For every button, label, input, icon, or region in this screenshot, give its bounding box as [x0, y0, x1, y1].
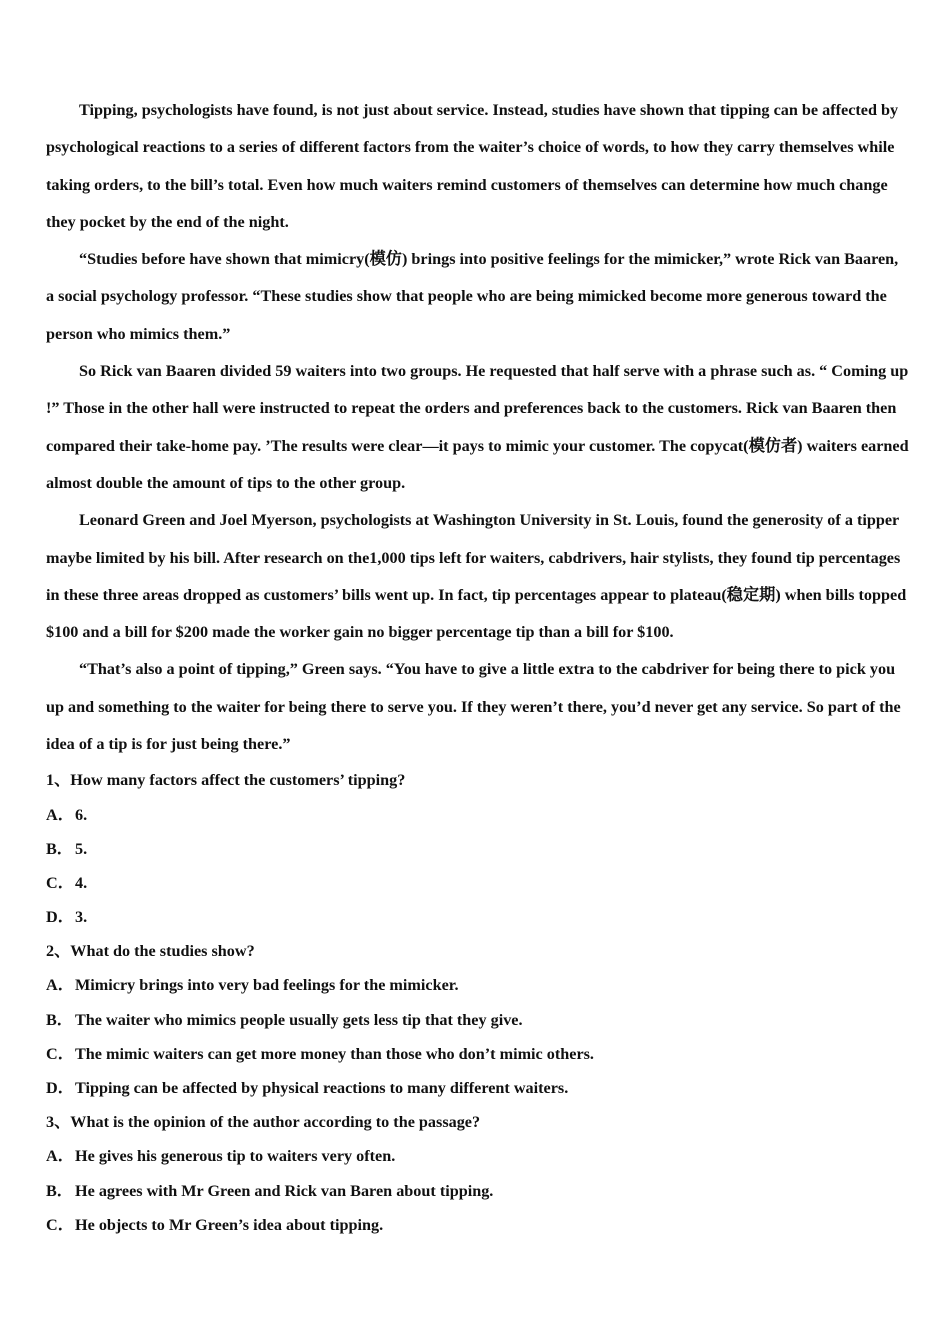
- option-letter: A．: [46, 1147, 74, 1166]
- option-letter: B．: [46, 839, 73, 858]
- option-text: 6.: [75, 805, 88, 824]
- option-text: Tipping can be affected by physical reactions to many different waiters.: [75, 1079, 569, 1098]
- option-text: 3.: [75, 908, 88, 927]
- option-letter: B．: [46, 1181, 73, 1200]
- question-3: [46, 1105, 910, 1242]
- option-text: He gives his generous tip to waiters very often.: [75, 1147, 396, 1166]
- passage-paragraph: Leonard Green and Joel Myerson, psychologists at Washington University in St. Louis, found the generosity of a tipper maybe limited by his bill. After research on the1,000 tips left for waiters, cabdrivers, hair stylists, they found tip percentages in these three areas dropped as customers’ bills went up. In fact, tip percentages appear to plateau(稳定期) when bills topped $100 and a bill for $200 made the worker gain no bigger percentage tip than a bill for $100.: [46, 511, 907, 642]
- option-text: He objects to Mr Green’s idea about tipping.: [75, 1215, 384, 1234]
- question-2: [46, 934, 910, 1105]
- option-letter: A．: [46, 805, 74, 824]
- passage-paragraph: So Rick van Baaren divided 59 waiters into two groups. He requested that half serve with a phrase such as. “ Coming up !” Those in the other hall were instructed to repeat the orders and preferences back to the customers. Rick van Baaren then compared their take-home pay. ’The results were clear—it pays to mimic your customer. The copycat(模仿者) waiters earned almost double the amount of tips to the other group.: [46, 362, 909, 492]
- option-text: The waiter who mimics people usually gets less tip that they give.: [75, 1010, 523, 1029]
- option-text: The mimic waiters can get more money than those who don’t mimic others.: [75, 1044, 594, 1063]
- option-text: 5.: [75, 839, 88, 858]
- answer-option: [46, 1174, 910, 1208]
- question-stem: 3、What is the opinion of the author according to the passage?: [46, 1113, 481, 1132]
- option-text: 4.: [75, 873, 88, 892]
- option-letter: C．: [46, 873, 74, 892]
- option-text: Mimicry brings into very bad feelings for the mimicker.: [75, 976, 459, 995]
- passage-paragraph: “That’s also a point of tipping,” Green says. “You have to give a little extra to the cabdriver for being there to pick you up and something to the waiter for being there to serve you. If they weren’t there, you’d never get any service. So part of the idea of a tip is for just being there.”: [46, 660, 901, 754]
- option-letter: D．: [46, 1079, 74, 1098]
- answer-option: [46, 1003, 910, 1037]
- answer-option: [46, 968, 910, 1002]
- option-letter: B．: [46, 1010, 73, 1029]
- answer-option: [46, 832, 910, 866]
- answer-option: [46, 1208, 910, 1242]
- option-letter: D．: [46, 908, 74, 927]
- option-letter: A．: [46, 976, 74, 995]
- passage-paragraph: Tipping, psychologists have found, is not just about service. Instead, studies have shown that tipping can be affected by psychological reactions to a series of different factors from the waiter’s choice of words, to how they carry themselves while taking orders, to the bill’s total. Even how much waiters remind customers of themselves can determine how much change they pocket by the end of the night.: [46, 101, 899, 231]
- question-stem: 2、What do the studies show?: [46, 942, 255, 961]
- question-1: [46, 763, 910, 934]
- answer-option: [46, 866, 910, 900]
- option-letter: C．: [46, 1215, 74, 1234]
- reading-passage: [46, 92, 910, 763]
- answer-option: [46, 798, 910, 832]
- answer-option: [46, 900, 910, 934]
- answer-option: [46, 1037, 910, 1071]
- answer-option: [46, 1139, 910, 1173]
- passage-paragraph: “Studies before have shown that mimicry(模仿) brings into positive feelings for the mimicker,” wrote Rick van Baaren, a social psychology professor. “These studies show that people who are being mimicked become more generous toward the person who mimics them.”: [46, 250, 899, 343]
- answer-option: [46, 1071, 910, 1105]
- option-letter: C．: [46, 1044, 74, 1063]
- option-text: He agrees with Mr Green and Rick van Baren about tipping.: [75, 1181, 494, 1200]
- document-page: [46, 92, 910, 1242]
- question-stem: 1、How many factors affect the customers’ tipping?: [46, 771, 406, 790]
